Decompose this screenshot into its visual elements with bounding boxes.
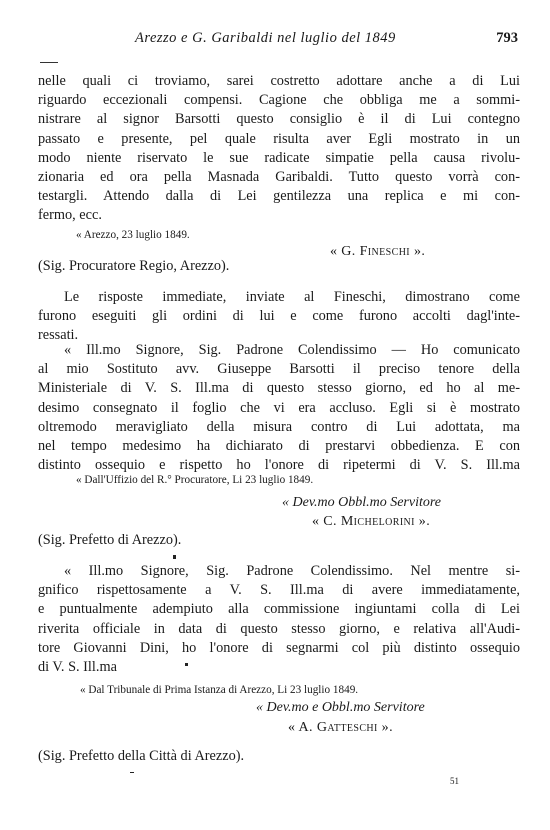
print-speck: [173, 555, 176, 559]
page-number: 793: [496, 30, 518, 46]
letter-2-signer: « C. Michelorini ».: [312, 514, 431, 529]
text-line: nel tempo medesimo ha dichiarato di prestarvi obbedienza. E con: [38, 438, 520, 455]
letter-3-signer: « A. Gatteschi ».: [288, 720, 393, 735]
letter-1-dateline: « Arezzo, 23 luglio 1849.: [76, 229, 190, 241]
text-line: « Ill.mo Signore, Sig. Padrone Colendissimo. Nel mentre si-: [64, 563, 520, 579]
text-line: gnifico rispettosamente a V. S. Ill.ma di avere immediatamente,: [38, 582, 520, 599]
running-head: Arezzo e G. Garibaldi nel luglio del 1849: [135, 30, 396, 46]
paragraph-4: [38, 562, 520, 677]
paragraph-2: [38, 288, 520, 346]
text-line: modo niente riservato le sue radicate simpatie pella causa rivolu-: [38, 149, 520, 166]
letter-3-addressee: (Sig. Prefetto della Città di Arezzo).: [38, 748, 245, 764]
text-line: tore Giovanni Dini, ho l'onore di segnarmi col più distinto ossequio: [38, 639, 520, 656]
text-line: Le risposte immediate, inviate al Fineschi, dimostrano come: [64, 289, 520, 305]
letter-2-addressee: (Sig. Prefetto di Arezzo).: [38, 532, 182, 548]
text-line: di V. S. Ill.ma: [38, 659, 117, 676]
text-line: furono eseguiti gli ordini di lui e come furono accolti dagl'inte-: [38, 308, 520, 325]
text-line: zionaria ed ora pella Masnada Garibaldi. Tutto questo vorrà con-: [38, 169, 520, 186]
text-line: al mio Sostituto avv. Giuseppe Barsotti il preciso tenore della: [38, 361, 520, 378]
text-line: Ministeriale di V. S. Ill.ma di questo stesso giorno, ed ho al me-: [38, 380, 520, 397]
text-line: desimo consegnato il foglio che vi era accluso. Egli si è mostrato: [38, 399, 520, 416]
text-line: e puntualmente adempiuto alla commissione ingiuntami colla di Lei: [38, 601, 520, 618]
paragraph-3: [38, 341, 520, 475]
paragraph-1: [38, 72, 520, 226]
text-line: distinto ossequio e rispetto ho l'onore di ripetermi di V. S. Ill.ma: [38, 457, 520, 474]
letter-3-dateline: « Dal Tribunale di Prima Istanza di Arezzo, Li 23 luglio 1849.: [80, 684, 359, 696]
text-line: nelle quali ci troviamo, sarei costretto adottare anche a di Lui: [38, 73, 520, 89]
letter-2-closing: « Dev.mo Obbl.mo Servitore: [282, 495, 442, 510]
text-line: riverita officiale in data di questo stesso giorno, e relativa all'Audi-: [38, 620, 520, 637]
corner-mark: [40, 62, 58, 63]
letter-3-closing: « Dev.mo e Obbl.mo Servitore: [256, 700, 425, 715]
text-line: testargli. Attendo dalla di Lei gentilezza una replica e mi con-: [38, 188, 520, 205]
text-line: oltremodo meravigliato della misura contro di Lui adottata, ma: [38, 418, 520, 435]
letter-1-signer: « G. Fineschi ».: [330, 244, 426, 259]
page-header: [40, 30, 518, 50]
text-line: riguardo eccezionali compensi. Cagione che obbliga me a sommi-: [38, 92, 520, 109]
text-line: nistrare al signor Barsotti questo consiglio è il di Lui contegno: [38, 111, 520, 128]
text-line: fermo, ecc.: [38, 207, 102, 224]
signature-mark: 51: [450, 776, 459, 786]
letter-1-addressee: (Sig. Procuratore Regio, Arezzo).: [38, 258, 230, 274]
text-line: ressati.: [38, 327, 79, 344]
letter-2-dateline: « Dall'Uffizio del R.° Procuratore, Li 23 luglio 1849.: [76, 474, 314, 486]
print-speck: [185, 663, 188, 666]
print-speck: [130, 772, 134, 773]
text-line: passato e presente, pel quale risulta aver Egli mostrato in un: [38, 130, 520, 147]
text-line: « Ill.mo Signore, Sig. Padrone Colendissimo — Ho comunicato: [64, 342, 520, 358]
